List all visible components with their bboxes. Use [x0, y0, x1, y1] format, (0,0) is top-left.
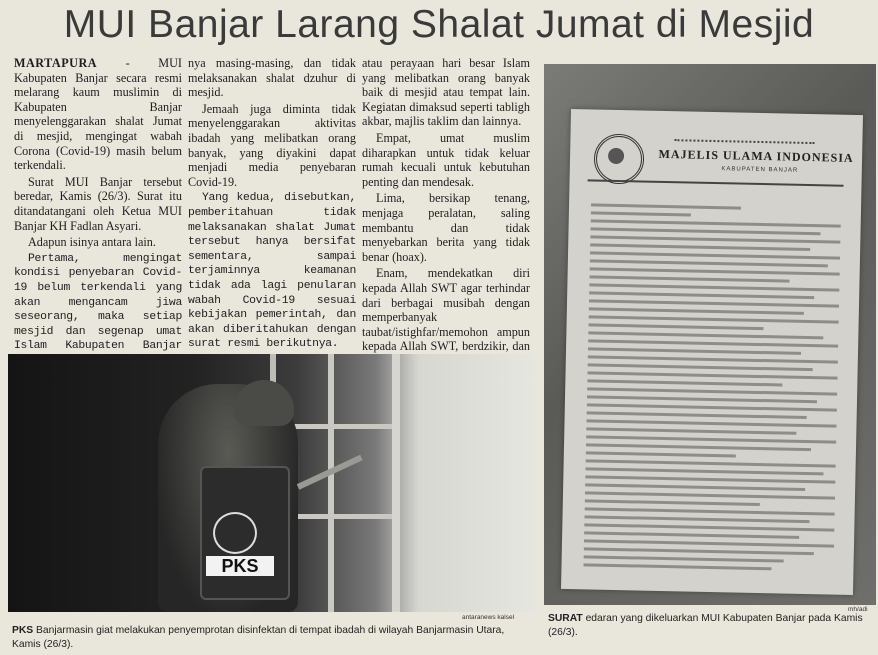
photo-mui-letter	[544, 64, 876, 605]
letter-org-name: MAJELIS ULAMA INDONESIA	[658, 146, 854, 165]
article-paragraph: Lima, bersikap tenang, menjaga peralatan, saling membantu dan tidak menyebarkan berita yang tidak benar (hoax).	[362, 191, 530, 264]
caption-right	[548, 612, 872, 640]
article-paragraph: Yang kedua, disebutkan, pemberitahuan tidak melaksanakan shalat Jumat tersebut hanya bersifat sementara, sampai terjaminnya keamanan tidak ada lagi penularan wabah Covid-19 sesuai kebijakan pemerintah, dan akan diberitahukan dengan surat resmi berikutnya.	[188, 192, 356, 351]
article-paragraph: nya masing-masing, dan tidak melaksanakan shalat dzuhur di mesjid.	[188, 56, 356, 100]
headline: MUI Banjar Larang Shalat Jumat di Mesjid	[63, 3, 815, 46]
photo-credit: mh/adi	[848, 606, 868, 613]
photo-credit: antaranews kalsel	[462, 614, 515, 621]
mui-logo-icon	[594, 133, 645, 184]
paragraph-text: Enam, mendekatkan diri kepada Allah SWT agar terhindar dari berbagai musibah dengan memperbanyak taubat/istighfar/memohon ampun kepada Allah SWT, berdzikir, dan	[362, 266, 530, 354]
pks-tank-label: PKS	[206, 556, 274, 576]
article-paragraph: Pertama, mengingat kondisi penyebaran Covid-19 belum terkendali yang akan mengancam jiwa seseorang, maka setiap mesjid dan segenap umat Islam Kabupaten Banjar	[14, 252, 182, 353]
door-post	[328, 354, 334, 612]
article-column-2	[188, 56, 356, 385]
letter-body	[583, 203, 841, 576]
article-paragraph: Adapun isinya antara lain.	[28, 235, 156, 250]
article-paragraph: Surat MUI Banjar tersebut beredar, Kamis (26/3). Surat itu ditandatangani oleh Ketua MUI Banjar KH Fadlan Asyari.	[14, 174, 182, 233]
article-paragraph	[14, 56, 182, 173]
dateline: MARTAPURA	[14, 56, 98, 70]
letter-org-sub: KABUPATEN BANJAR	[721, 166, 799, 174]
caption-text: edaran yang dikeluarkan MUI Kabupaten Banjar pada Kamis (26/3).	[548, 613, 863, 638]
arabic-script	[674, 129, 814, 144]
caption-text: Banjarmasin giat melakukan penyemprotan disinfektan di tempat ibadah di wilayah Banjarmasin Utara, Kamis (26/3).	[12, 625, 505, 650]
caption-left	[12, 624, 532, 652]
photo-disinfectant-spraying	[8, 354, 534, 612]
caption-lead: PKS	[12, 625, 34, 636]
article-paragraph: Jemaah juga diminta tidak menyelenggarakan aktivitas ibadah yang melibatkan orang banyak, yang diyakini dapat menjadi media penyebaran Covid-19.	[188, 101, 356, 189]
caption-lead: SURAT	[548, 613, 583, 624]
letter-document	[561, 109, 863, 595]
article-column-3	[362, 56, 530, 370]
article-paragraph: Empat, umat muslim diharapkan untuk tidak keluar rumah kecuali untuk kebutuhan penting dan mendesak.	[362, 130, 530, 189]
pks-emblem-icon	[213, 512, 257, 554]
article-paragraph: atau perayaan hari besar Islam yang melibatkan orang banyak baik di mesjid atau tempat lain. Kegiatan dimaksud seperti tabligh akbar, majlis taklim dan lainnya.	[362, 56, 530, 129]
paragraph-text: - MUI Kabupaten Banjar secara resmi melarang kaum muslimin di Kabupaten Banjar menyelenggarakan shalat Jumat di mesjid, mengingat wabah Corona (Covid-19) masih belum terkendali.	[14, 56, 182, 173]
